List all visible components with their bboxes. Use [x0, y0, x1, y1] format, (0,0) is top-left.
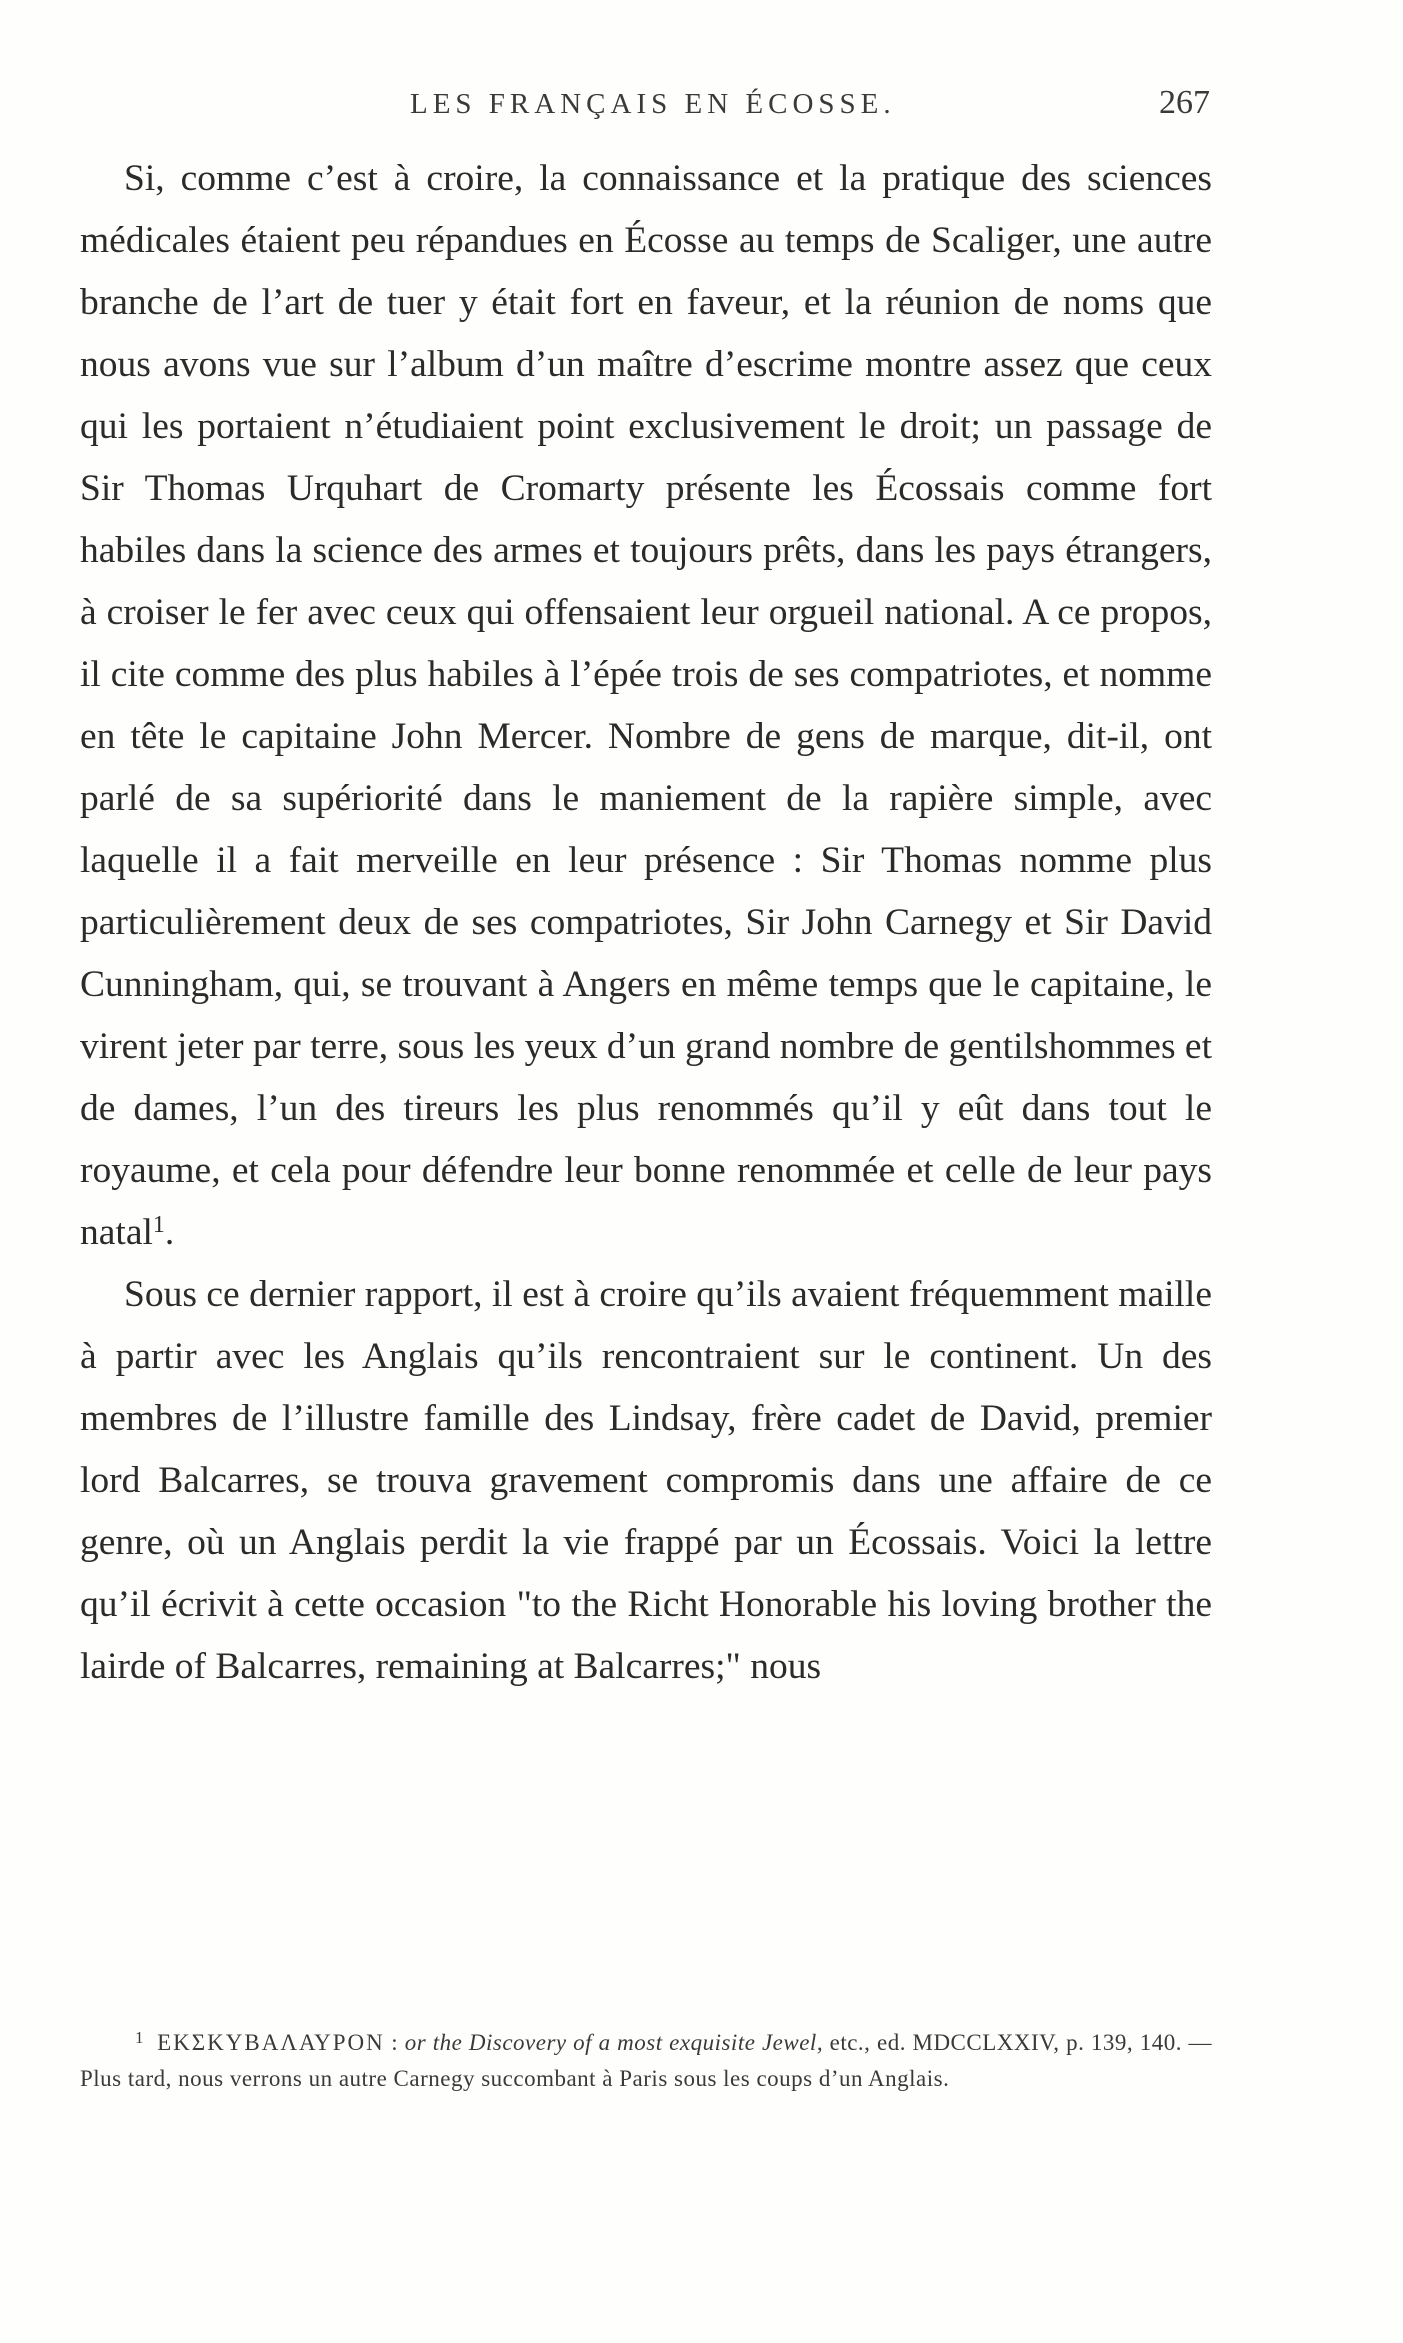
body-text — [80, 148, 1212, 1698]
footnote-greek-title: ΕΚΣΚΥΒΑΛΑΥΡΟΝ — [157, 2030, 385, 2055]
paragraph — [80, 148, 1212, 1264]
paragraph: Sous ce dernier rapport, il est à croire qu’ils avaient fréquemment maille à partir avec les Anglais qu’ils rencontraient sur le continent. Un des membres de l’illustre famille des Lindsay, frère cadet de David, premier lord Balcarres, se trouva gravement compromis dans une affaire de ce genre, où un Anglais perdit la vie frappé par un Écossais. Voici la lettre qu’il écrivit à cette occasion "to the Richt Honorable his loving brother the lairde of Balcarres, remaining at Balcarres;" nous — [80, 1274, 1212, 1687]
page-header — [80, 84, 1210, 128]
footnote-italic-title: or the Discovery of a most exquisite Jewel, — [404, 2030, 824, 2055]
footnotes — [80, 2020, 1212, 2097]
paragraph-text: Si, comme c’est à croire, la connaissance et la pratique des sciences médicales étaient peu répandues en Écosse au temps de Scaliger, une autre branche de l’art de tuer y était fort en faveur, et la réunion de noms que nous avons vue sur l’album d’un maître d’escrime montre assez que ceux qui les portaient n’étudiaient point exclusivement le droit; un passage de Sir Thomas Urquhart de Cromarty présente les Écossais comme fort habiles dans la science des armes et toujours prêts, dans les pays étrangers, à croiser le fer avec ceux qui offensaient leur orgueil national. A ce propos, il cite comme des plus habiles à l’épée trois de ses compatriotes, et nomme en tête le capitaine John Mercer. Nombre de gens de marque, dit-il, ont parlé de sa supériorité dans le maniement de la rapière simple, avec laquelle il a fait merveille en leur présence : Sir Thomas nomme plus particulièrement deux de ses compatriotes, Sir John Carnegy et Sir David Cunningham, qui, se trouvant à Angers en même temps que le capitaine, le virent jeter par terre, sous les yeux d’un grand nombre de gentilshommes et de dames, l’un des tireurs les plus renommés qu’il y eût dans tout le royaume, et cela pour défendre leur bonne renommée et celle de leur pays natal — [80, 158, 1212, 1253]
running-title: LES FRANÇAIS EN ÉCOSSE. — [410, 88, 896, 120]
footnote-reference[interactable]: 1 — [152, 1212, 165, 1238]
footnote-mark: 1 — [135, 2028, 144, 2047]
footnote-text: etc., ed. MDCCLXXIV, p. 139, 140. — Plus tard, nous verrons un autre Carnegy succombant à Paris sous les coups d’un Anglais. — [80, 2030, 1213, 2091]
footnote — [80, 2020, 1212, 2097]
footnote-text: : — [384, 2030, 405, 2055]
paragraph-end: . — [164, 1212, 175, 1253]
page-number: 267 — [1159, 84, 1210, 121]
